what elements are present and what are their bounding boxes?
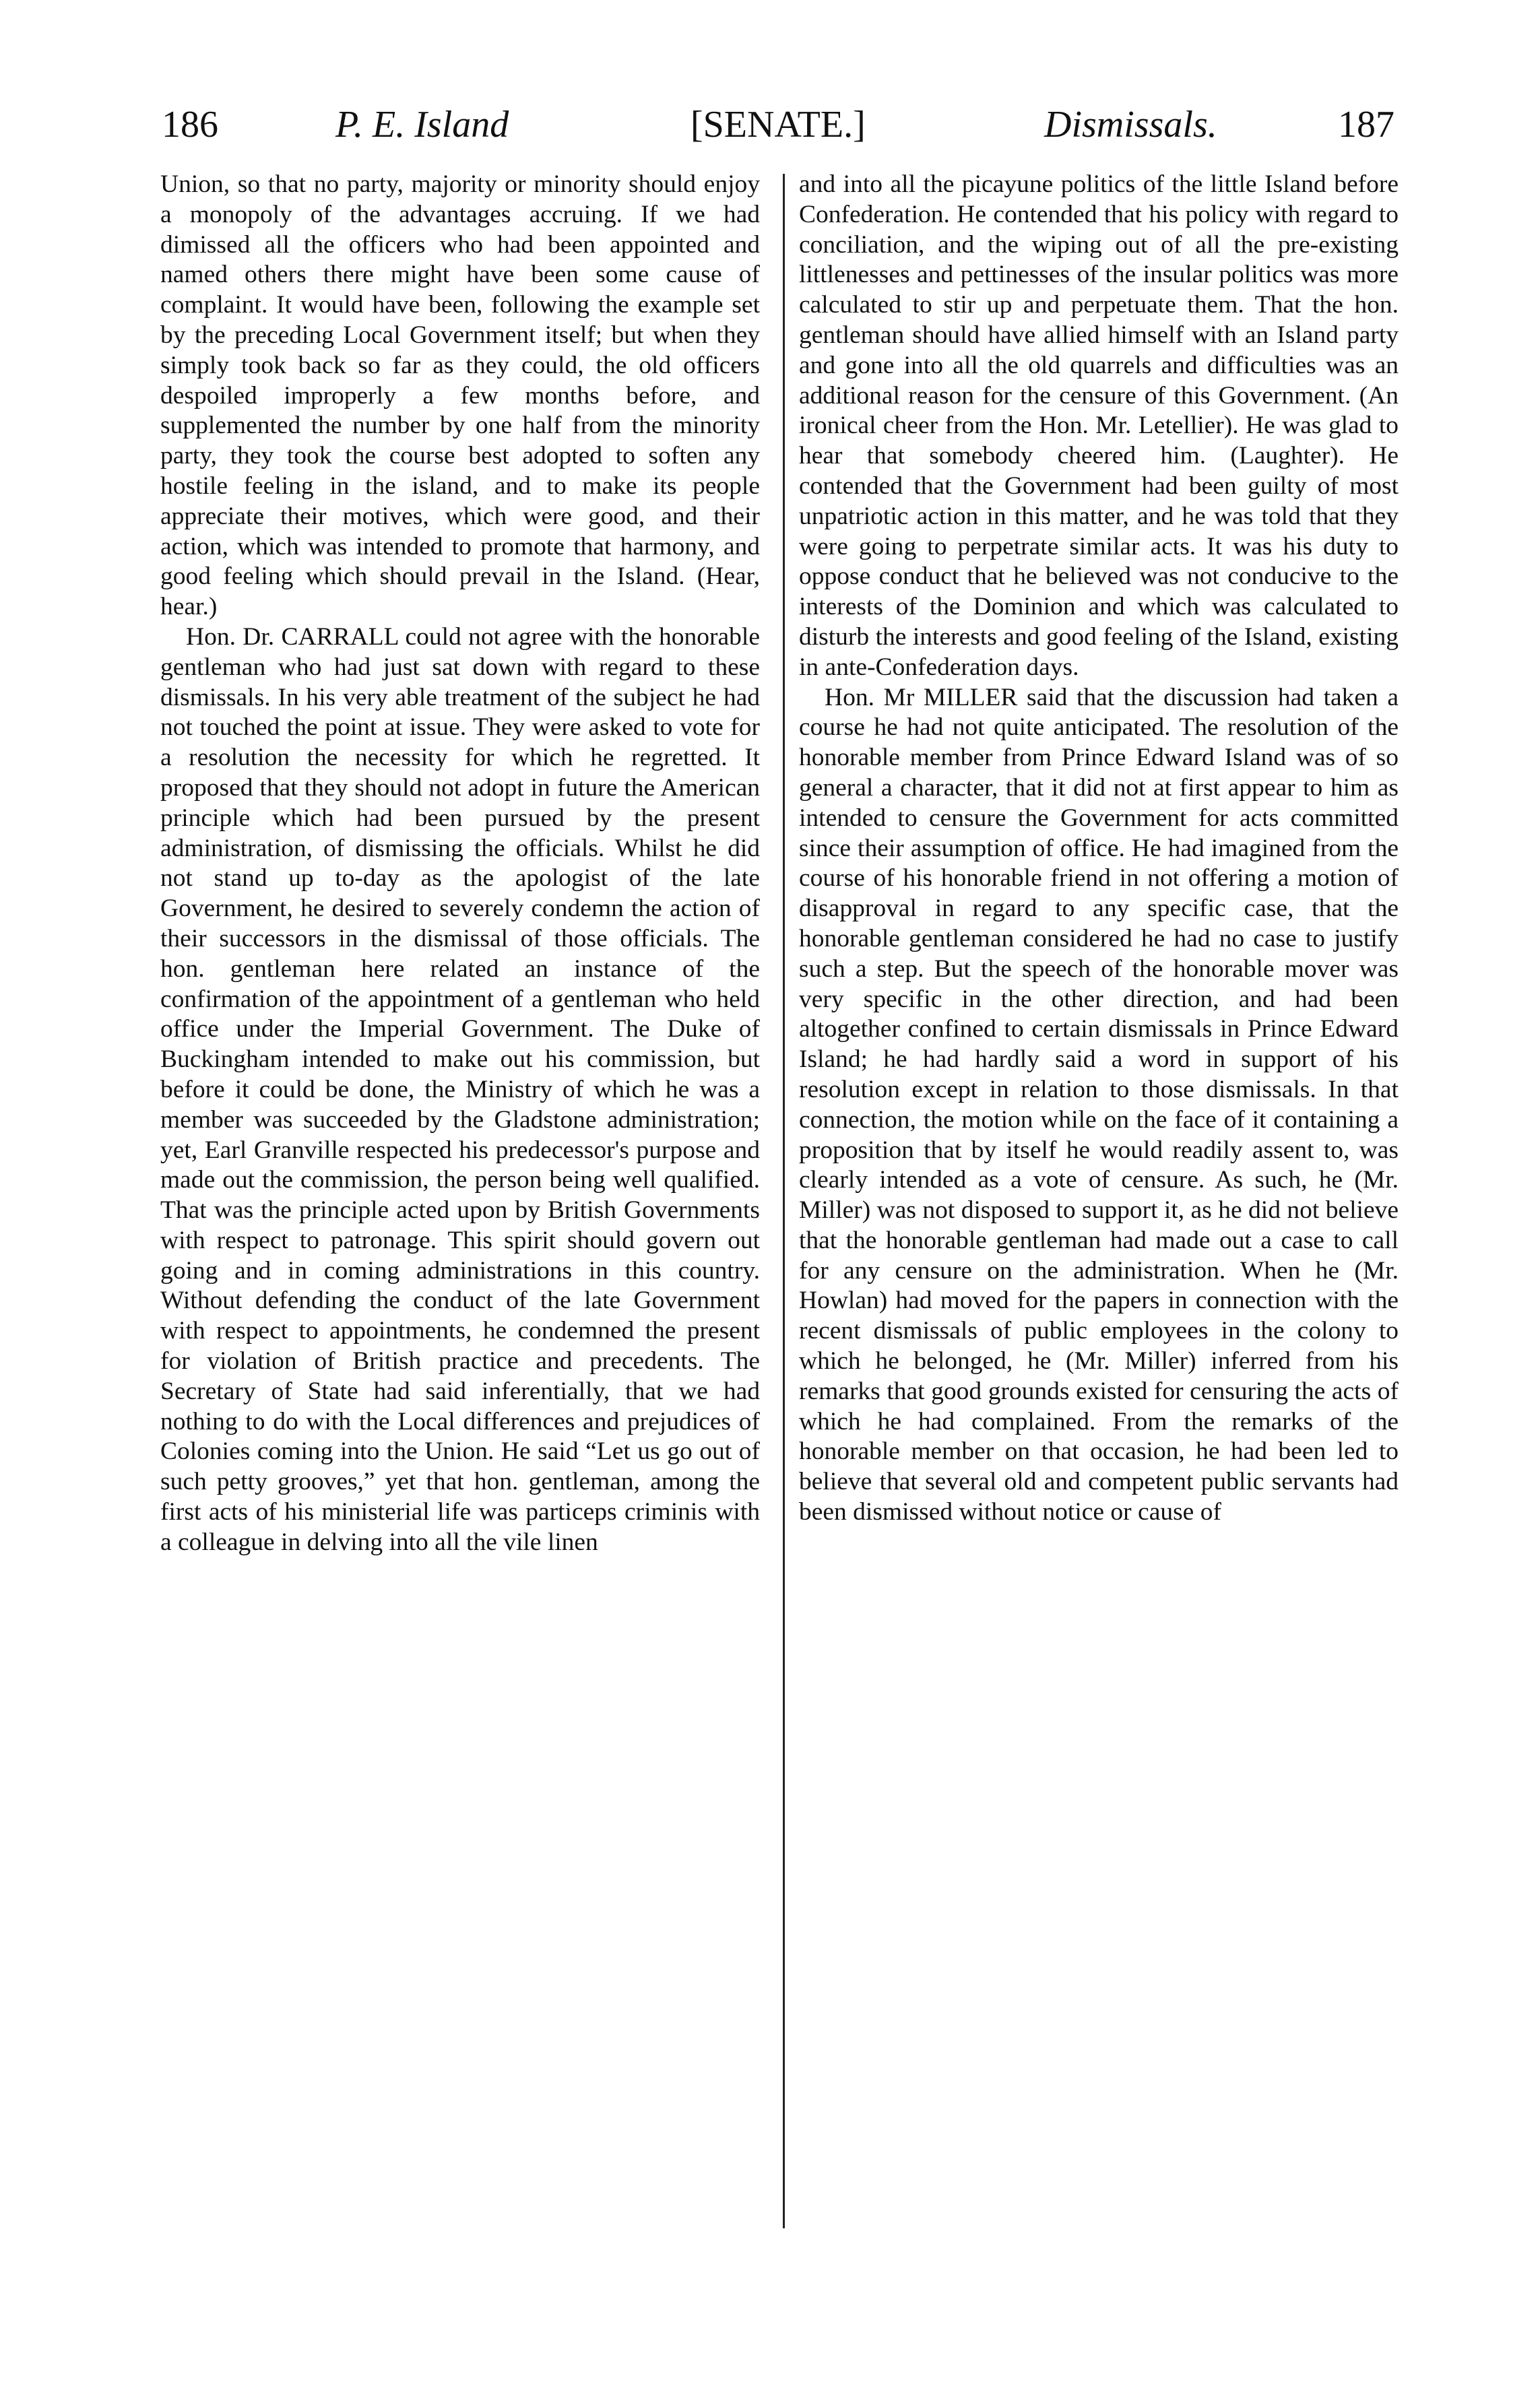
right-paragraph-1: and into all the picayune politics of the little Island before Confederation. He contended that his policy with regard to conciliation, and the wiping out of all the pre-existing littlenesses and pettinesses of the insular politics was more calculated to stir up and perpetuate them. That the hon. gentleman should have allied himself with an Island party and gone into all the old quarrels and difficulties was an additional reason for the censure of this Government. (An ironical cheer from the Hon. Mr. Letellier). He was glad to hear that somebody cheered him. (Laughter). He contended that the Government had been guilty of most unpatriotic action in this matter, and he was told that they were going to perpetrate similar acts. It was his duty to oppose conduct that he believed was not conducive to the interests of the Dominion and which was calculated to disturb the interests and good feeling of the Island, existing in ante-Confederation days. [799,170,1399,681]
left-paragraph-1: Union, so that no party, majority or minority should enjoy a monopoly of the advantages accruing. If we had dimissed all the officers who had been appointed and named others there might have been some cause of complaint. It would have been, following the example set by the preceding Local Government itself; but when they simply took back so far as they could, the old officers despoiled improperly a few months before, and supplemented the number by one half from the minority party, they took the course best adopted to soften any hostile feeling in the island, and to make its people appreciate their motives, which were good, and their action, which was intended to promote that harmony, and good feeling which should prevail in the Island. (Hear, hear.) [160,170,760,621]
column-divider [783,174,785,2228]
left-paragraph-2: Hon. Dr. CARRALL could not agree with the honorable gentleman who had just sat down with regard to these dismissals. In his very able treatment of the subject he had not touched the point at issue. They were asked to vote for a resolution the necessity for which he regretted. It proposed that they should not adopt in future the American principle which had been pursued by the present administration, of dismissing the officials. Whilst he did not stand up to-day as the apologist of the late Government, he desired to severely condemn the action of their successors in the dismissal of those officials. The hon. gentleman here related an instance of the confirmation of the appointment of a gentleman who held office under the Imperial Government. The Duke of Buckingham intended to make out his commission, but before it could be done, the Ministry of which he was a member was succeeded by the Gladstone administration; yet, Earl Granville respected his predecessor's purpose and made out the commission, the person being well qualified. That was the principle acted upon by British Governments with respect to patronage. This spirit should govern out going and in coming administrations in this country. Without defending the conduct of the late Government with respect to appointments, he condemned the present for violation of British practice and precedents. The Secretary of State had said inferentially, that we had nothing to do with the Local differences and prejudices of Colonies coming into the Union. He said “Let us go out of such petty grooves,” yet that hon. gentleman, among the first acts of his ministerial life was particeps criminis with a colleague in delving into all the vile linen [160,622,760,1556]
left-running-title: P. E. Island [335,104,509,145]
right-page-number: 187 [1338,104,1394,145]
left-column [160,170,760,2231]
right-running-title: Dismissals. [1044,104,1217,145]
left-page-number: 186 [162,104,218,145]
page-header [162,98,1394,152]
right-column [799,170,1399,2231]
chamber-label: [SENATE.] [691,104,866,145]
right-paragraph-2: Hon. Mr MILLER said that the discussion had taken a course he had not quite anticipated. The resolution of the honorable member from Prince Edward Island was of so general a character, that it did not at first appear to him as intended to censure the Government for acts committed since their assumption of office. He had imagined from the course of his honorable friend in not offering a motion of disapproval in regard to any specific case, that the honorable gentleman considered he had no case to justify such a step. But the speech of the honorable mover was very specific in the other direction, and had been altogether confined to certain dismissals in Prince Edward Island; he had hardly said a word in support of his resolution except in relation to those dismissals. In that connection, the motion while on the face of it containing a proposition that by itself he would readily assent to, was clearly intended as a vote of censure. As such, he (Mr. Miller) was not disposed to support it, as he did not believe that the honorable gentleman had made out a case to call for any censure on the administration. When he (Mr. Howlan) had moved for the papers in connection with the recent dismissals of public employees in the colony to which he belonged, he (Mr. Miller) inferred from his remarks that good grounds existed for censuring the acts of which he had complained. From the remarks of the honorable member on that occasion, he had been led to believe that several old and competent public servants had been dismissed without notice or cause of [799,683,1399,1526]
